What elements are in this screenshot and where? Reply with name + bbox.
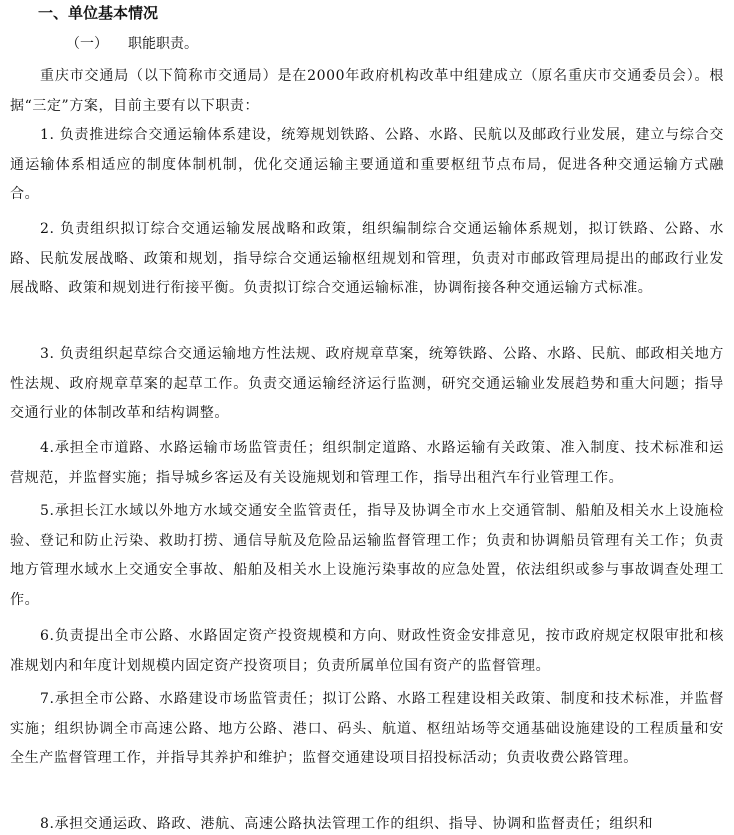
sub-heading-title: 职能职责。: [128, 36, 198, 52]
duty-item-6: 6.负责提出全市公路、水路固定资产投资规模和方向、财政性资金安排意见，按市政府规定权限审批和核准规划内和年度计划规模内固定资产投资项目；负责所属单位国有资产的监督管理。: [10, 628, 724, 674]
duty-item-4: 4.承担全市道路、水路运输市场监管责任；组织制定道路、水路运输有关政策、准入制度、技术标准和运营规范，并监督实施；指导城乡客运及有关设施规划和管理工作，指导出租汽车行业管理工作。: [10, 440, 724, 486]
intro-paragraph: 重庆市交通局（以下简称市交通局）是在2000年政府机构改革中组建成立（原名重庆市交通委员会）。根据“三定”方案，目前主要有以下职责：: [10, 68, 724, 114]
sub-heading-number: （一）: [66, 36, 108, 52]
duty-item-8: 8.承担交通运政、路政、港航、高速公路执法管理工作的组织、指导、协调和监督责任；组织和: [40, 816, 654, 832]
sub-heading: [66, 31, 198, 57]
duty-item-1: 1. 负责推进综合交通运输体系建设，统筹规划铁路、公路、水路、民航以及邮政行业发展，建立与综合交通运输体系相适应的制度体制机制，优化交通运输主要通道和重要枢纽节点布局，促进各种交通运输方式融合。: [10, 127, 724, 202]
duty-item-7: 7.承担全市公路、水路建设市场监管责任；拟订公路、水路工程建设相关政策、制度和技术标准，并监督实施；组织协调全市高速公路、地方公路、港口、码头、航道、枢纽站场等交通基础设施建设的工程质量和安全生产监督管理工作，并指导其养护和维护；监督交通建设项目招投标活动；负责收费公路管理。: [10, 691, 724, 766]
duty-item-5: 5.承担长江水域以外地方水域交通安全监管责任，指导及协调全市水上交通管制、船舶及相关水上设施检验、登记和防止污染、救助打捞、通信导航及危险品运输监督管理工作；负责和协调船员管理有关工作；负责地方管理水域水上交通安全事故、船舶及相关水上设施污染事故的应急处置，依法组织或参与事故调查处理工作。: [10, 503, 724, 608]
duty-item-3: 3. 负责组织起草综合交通运输地方性法规、政府规章草案，统筹铁路、公路、水路、民航、邮政相关地方性法规、政府规章草案的起草工作。负责交通运输经济运行监测，研究交通运输业发展趋势和重大问题；指导交通行业的体制改革和结构调整。: [10, 346, 724, 421]
section-heading: 一、单位基本情况: [38, 4, 159, 22]
duty-item-2: 2. 负责组织拟订综合交通运输发展战略和政策，组织编制综合交通运输体系规划，拟订铁路、公路、水路、民航发展战略、政策和规划，指导综合交通运输枢纽规划和管理，负责对市邮政管理局提出的邮政行业发展战略、政策和规划进行衔接平衡。负责拟订综合交通运输标准，协调衔接各种交通运输方式标准。: [10, 221, 724, 296]
